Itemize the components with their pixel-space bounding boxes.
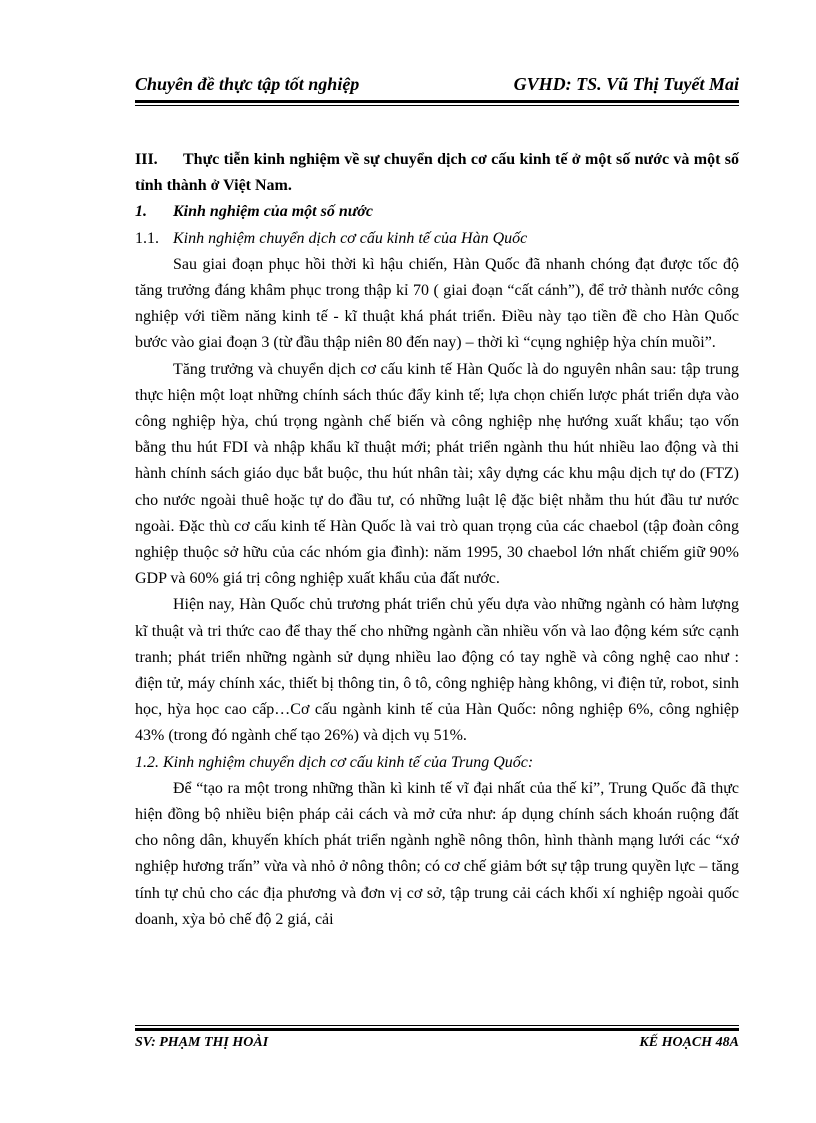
paragraph-korea-3: Hiện nay, Hàn Quốc chủ trương phát triển chủ yếu dựa vào những ngành có hàm lượng kĩ thuật và tri thức cao để thay thế cho những ngành cần nhiều vốn và lao động kém sức cạnh tranh; phát triển những ngành sử dụng nhiều lao động có tay nghề và công nghệ cao như : điện tử, máy chính xác, thiết bị thông tin, ô tô, công nghiệp hàng không, vi điện tử, robot, sinh học, hỳa học cao cấp…Cơ cấu ngành kinh tế của Hàn Quốc: nông nghiệp 6%, công nghiệp 43% (trong đó ngành chế tạo 26%) và dịch vụ 51%. — [135, 596, 739, 745]
subsection-1-number: 1. — [135, 203, 147, 221]
subsection-1-1-title: Kinh nghiệm chuyển dịch cơ cấu kinh tế của Hàn Quốc — [173, 229, 528, 247]
paragraph-korea-1: Sau giai đoạn phục hồi thời kì hậu chiến, Hàn Quốc đã nhanh chóng đạt được tốc độ tăng trưởng đáng khâm phục trong thập kỉ 70 ( giai đoạn “cất cánh”), để trở thành nước công nghiệp với tiềm năng kinh tế - kĩ thuật khá phát triển. Điều này tạo tiền đề cho Hàn Quốc bước vào giai đoạn 3 (từ đầu thập niên 80 đến nay) – thời kì “cụng nghiệp hỳa chín muồi”. — [135, 255, 739, 352]
header-course-title: Chuyên đề thực tập tốt nghiệp — [135, 74, 360, 94]
page-header — [135, 72, 739, 100]
subsection-1-1-number: 1.1. — [135, 229, 159, 247]
footer-student-name: SV: PHẠM THỊ HOÀI — [135, 1035, 269, 1050]
subsection-1-title: Kinh nghiệm của một số nước — [173, 203, 373, 221]
footer-rule-thick — [135, 1028, 739, 1031]
section-heading — [135, 147, 739, 199]
header-rule-thin — [135, 105, 739, 106]
subsection-heading-1 — [135, 199, 739, 225]
paragraph-korea-2: Tăng trưởng và chuyển dịch cơ cấu kinh tế Hàn Quốc là do nguyên nhân sau: tập trung thực hiện một loạt những chính sách thúc đẩy kinh tế; lựa chọn chiến lược phát triển dựa vào công nghiệp hỳa, chú trọng ngành chế biến và công nghiệp nhẹ hướng xuất khẩu; tạo vốn bằng thu hút FDI và nhập khẩu kĩ thuật mới; phát triển ngành thu hút nhiều lao động và thi hành chính sách giáo dục bắt buộc, thu hút nhân tài; xây dựng các khu mậu dịch tự do (FTZ) cho nước ngoài thuê hoặc tự do đầu tư, có những luật lệ đặc biệt nhằm thu hút đầu tư nước ngoài. Đặc thù cơ cấu kinh tế Hàn Quốc là vai trò quan trọng của các chaebol (tập đoàn công nghiệp thuộc sở hữu của các nhóm gia đình): năm 1995, 30 chaebol lớn nhất chiếm giữ 90% GDP và 60% giá trị công nghiệp xuất khẩu của đất nước. — [135, 360, 739, 588]
subsection-heading-1-1 — [135, 226, 739, 252]
header-rule-thick — [135, 100, 739, 103]
footer-class: KẾ HOẠCH 48A — [639, 1035, 739, 1050]
page-body — [135, 147, 739, 933]
paragraph-china-1: Để “tạo ra một trong những thần kì kinh tế vĩ đại nhất của thế kỉ”, Trung Quốc đã thực hiện đồng bộ nhiều biện pháp cải cách và mở cửa như: áp dụng chính sách khoán ruộng đất cho nông dân, khuyến khích phát triển ngành nghề nông thôn, hình thành mạng lưới các “xớ nghiệp hương trấn” vừa và nhỏ ở nông thôn; có cơ chế giảm bớt sự tập trung quyền lực – tăng tính tự chủ cho các địa phương và đơn vị cơ sở, tập trung cải cách khối xí nghiệp ngoài quốc doanh, xỳa bỏ chế độ 2 giá, cải — [135, 779, 739, 928]
footer-rule-thin — [135, 1025, 739, 1026]
section-title: Thực tiễn kinh nghiệm về sự chuyển dịch cơ cấu kinh tế ở một số nước và một số tỉnh thành ở Việt Nam. — [135, 151, 739, 195]
page-footer — [135, 1035, 739, 1057]
header-supervisor: GVHD: TS. Vũ Thị Tuyết Mai — [513, 74, 739, 94]
subsection-heading-1-2: 1.2. Kinh nghiệm chuyển dịch cơ cấu kinh tế của Trung Quốc: — [135, 753, 534, 771]
section-number: III. — [135, 151, 158, 168]
